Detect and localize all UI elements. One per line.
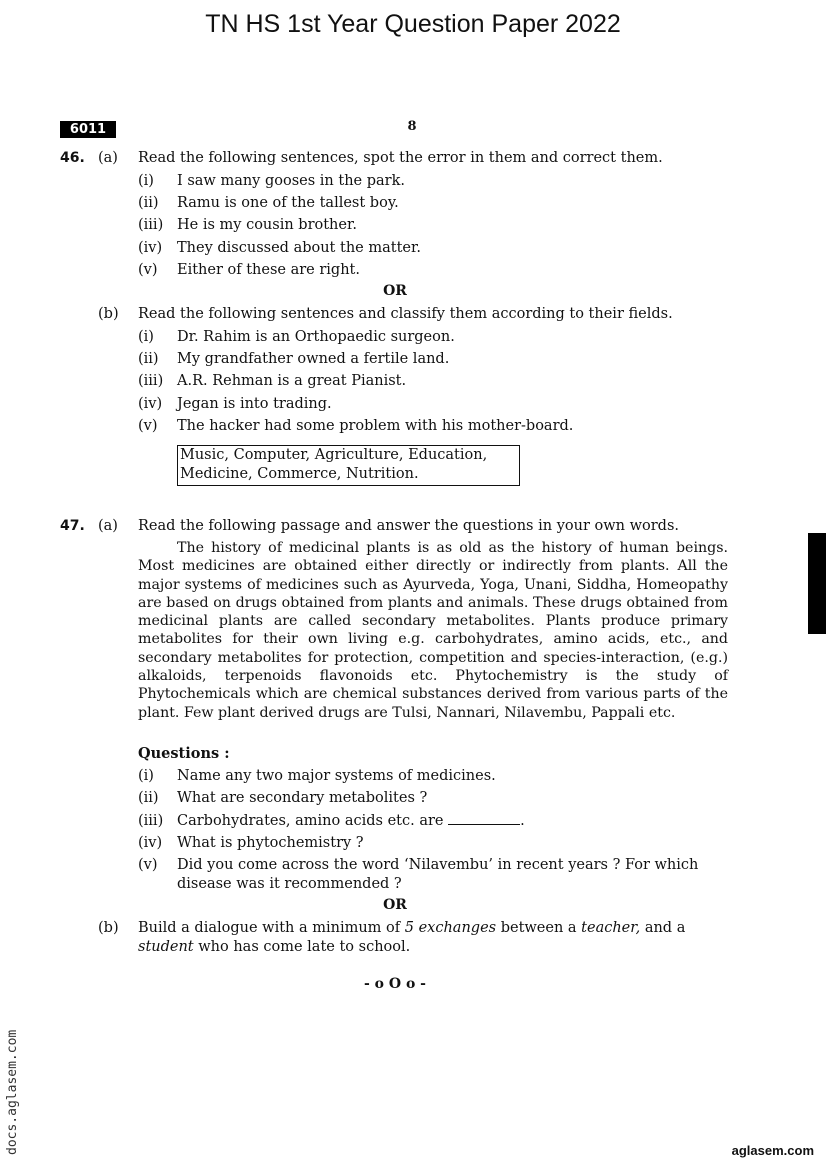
list-item-number: (ii): [138, 790, 159, 806]
list-item: I saw many gooses in the park.: [177, 173, 405, 189]
paper-code-badge: 6011: [60, 121, 116, 138]
list-item-continuation: disease was it recommended ?: [177, 876, 402, 892]
text-run-emphasis: 5 exchanges: [404, 920, 497, 936]
list-item-number: (iv): [138, 835, 163, 851]
list-item-number: (iv): [138, 240, 163, 256]
list-item-number: (ii): [138, 351, 159, 367]
question-text: Carbohydrates, amino acids etc. are: [177, 813, 444, 829]
q46-part-a-instruction: Read the following sentences, spot the error in them and correct them.: [138, 150, 663, 166]
list-item: [177, 812, 525, 830]
or-divider: OR: [383, 897, 407, 913]
q46-part-b-label: (b): [98, 306, 119, 322]
list-item-number: (i): [138, 173, 154, 189]
fields-box: [177, 445, 520, 486]
list-item-number: (v): [138, 262, 158, 278]
end-of-paper-mark: - o O o -: [364, 976, 426, 992]
text-run: Build a dialogue with a minimum of: [138, 920, 405, 936]
list-item: Jegan is into trading.: [177, 396, 332, 412]
q46-part-a-label: (a): [98, 150, 118, 166]
list-item-number: (i): [138, 329, 154, 345]
blank-suffix: .: [520, 813, 525, 829]
list-item-number: (ii): [138, 195, 159, 211]
q46-part-b-instruction: Read the following sentences and classify them according to their fields.: [138, 306, 673, 322]
text-run-emphasis: student: [138, 939, 194, 955]
list-item-number: (v): [138, 857, 158, 873]
q47-part-b-line2: [138, 938, 410, 956]
list-item: Either of these are right.: [177, 262, 360, 278]
page-number: 8: [407, 119, 417, 134]
or-divider: OR: [383, 283, 407, 299]
list-item: The hacker had some problem with his mother-board.: [177, 418, 574, 434]
list-item: A.R. Rehman is a great Pianist.: [177, 373, 407, 389]
q47-part-b-line1: [138, 919, 685, 937]
page-title: TN HS 1st Year Question Paper 2022: [205, 10, 621, 38]
fields-line: Music, Computer, Agriculture, Education,: [180, 447, 488, 463]
questions-heading: Questions :: [138, 745, 230, 762]
fill-in-blank: [448, 812, 520, 825]
text-run: who has come late to school.: [193, 939, 411, 955]
list-item-number: (v): [138, 418, 158, 434]
list-item-number: (iv): [138, 396, 163, 412]
question-number-46: 46.: [60, 150, 85, 166]
footer-brand: aglasem.com: [731, 1143, 814, 1158]
list-item: They discussed about the matter.: [177, 240, 421, 256]
list-item-number: (iii): [138, 373, 164, 389]
reading-passage: The history of medicinal plants is as old as the history of human beings. Most medicines are obtained either directly or indirectly from plants. All the major systems of medicines such as Ayurveda, Yoga, Unani, Siddha, Homeopathy are based on drugs obtained from plants and animals. These drugs obtained from medicinal plants are called secondary metabolites. Plants produce primary metabolites for their own living e.g. carbohydrates, amino acids, etc., and secondary metabolites for protection, competition and species-interaction, (e.g.) alkaloids, terpenoids flavonoids etc. Phytochemistry is the study of Phytochemicals which are chemical substances derived from various parts of the plant. Few plant derived drugs are Tulsi, Nannari, Nilavembu, Pappali etc.: [138, 540, 728, 721]
text-run: and a: [640, 920, 686, 936]
text-run-emphasis: teacher,: [581, 920, 641, 936]
list-item: He is my cousin brother.: [177, 217, 357, 233]
list-item: My grandfather owned a fertile land.: [177, 351, 450, 367]
list-item: What is phytochemistry ?: [177, 835, 364, 851]
question-number-47: 47.: [60, 518, 85, 534]
list-item-number: (i): [138, 768, 154, 784]
watermark-text: docs.aglasem.com: [5, 1029, 20, 1155]
q47-part-b-label: (b): [98, 920, 119, 936]
list-item: Dr. Rahim is an Orthopaedic surgeon.: [177, 329, 455, 345]
text-run: between a: [496, 920, 582, 936]
q47-part-a-label: (a): [98, 518, 118, 534]
q47-part-a-instruction: Read the following passage and answer the questions in your own words.: [138, 518, 679, 534]
list-item: Name any two major systems of medicines.: [177, 768, 496, 784]
fields-line: Medicine, Commerce, Nutrition.: [180, 466, 419, 482]
list-item: Did you come across the word ‘Nilavembu’ in recent years ? For which: [177, 857, 699, 873]
list-item-number: (iii): [138, 217, 164, 233]
list-item-number: (iii): [138, 813, 164, 829]
list-item: Ramu is one of the tallest boy.: [177, 195, 399, 211]
list-item: What are secondary metabolites ?: [177, 790, 428, 806]
edge-marker-bar: [808, 533, 826, 634]
